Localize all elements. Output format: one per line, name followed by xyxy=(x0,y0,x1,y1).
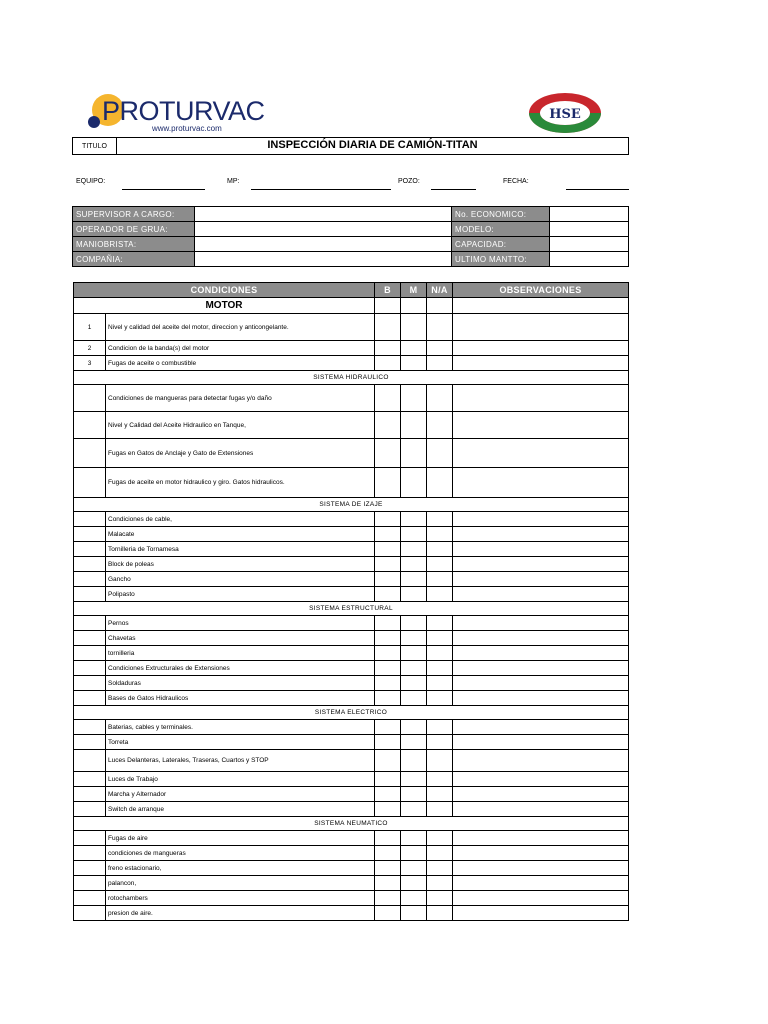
na-header: N/A xyxy=(427,283,453,298)
check-na[interactable] xyxy=(427,572,453,587)
capacidad-label: CAPACIDAD: xyxy=(452,237,550,252)
check-na[interactable] xyxy=(427,616,453,631)
item-condition: Marcha y Alternador xyxy=(106,787,375,802)
operador-label: OPERADOR DE GRUA: xyxy=(73,222,195,237)
check-b[interactable] xyxy=(375,676,401,691)
item-number xyxy=(74,876,106,891)
check-m[interactable] xyxy=(401,412,427,439)
observation-field[interactable] xyxy=(453,439,629,468)
check-m[interactable] xyxy=(401,750,427,772)
check-m[interactable] xyxy=(401,787,427,802)
table-row xyxy=(74,512,629,527)
check-m[interactable] xyxy=(401,356,427,371)
table-row xyxy=(74,542,629,557)
item-number xyxy=(74,691,106,706)
item-number xyxy=(74,616,106,631)
m-header: M xyxy=(401,283,427,298)
check-m[interactable] xyxy=(401,735,427,750)
check-na[interactable] xyxy=(427,787,453,802)
observation-field[interactable] xyxy=(453,772,629,787)
logo-blue-dot xyxy=(88,116,100,128)
observation-field[interactable] xyxy=(453,691,629,706)
item-condition: tornilleria xyxy=(106,646,375,661)
observation-field[interactable] xyxy=(453,468,629,498)
observation-field[interactable] xyxy=(453,861,629,876)
item-condition: condiciones de mangueras xyxy=(106,846,375,861)
table-row xyxy=(74,876,629,891)
check-na[interactable] xyxy=(427,720,453,735)
item-condition: Torreta xyxy=(106,735,375,750)
supervisor-field[interactable] xyxy=(195,207,452,222)
check-b[interactable] xyxy=(375,512,401,527)
table-row xyxy=(74,846,629,861)
check-na[interactable] xyxy=(427,587,453,602)
titulo-label: TITULO xyxy=(73,138,117,154)
check-m[interactable] xyxy=(401,891,427,906)
check-b[interactable] xyxy=(375,787,401,802)
check-na[interactable] xyxy=(427,412,453,439)
item-condition: Tornilleria de Tornamesa xyxy=(106,542,375,557)
check-na[interactable] xyxy=(427,557,453,572)
inspection-table xyxy=(73,282,629,921)
check-na[interactable] xyxy=(427,439,453,468)
table-row xyxy=(74,314,629,341)
check-b[interactable] xyxy=(375,412,401,439)
no-economico-field[interactable] xyxy=(550,207,629,222)
check-b[interactable] xyxy=(375,861,401,876)
check-na[interactable] xyxy=(427,906,453,921)
item-condition: Condicion de la banda(s) del motor xyxy=(106,341,375,356)
motor-section xyxy=(74,298,629,314)
item-condition: Condiciones de mangueras para detectar fugas y/o daño xyxy=(106,385,375,412)
table-row xyxy=(74,802,629,817)
observation-field[interactable] xyxy=(453,787,629,802)
item-condition: Nivel y Calidad del Aceite Hidraulico en Tanque, xyxy=(106,412,375,439)
check-b[interactable] xyxy=(375,876,401,891)
operador-field[interactable] xyxy=(195,222,452,237)
check-na[interactable] xyxy=(427,846,453,861)
check-m[interactable] xyxy=(401,527,427,542)
check-b[interactable] xyxy=(375,468,401,498)
item-number xyxy=(74,772,106,787)
item-condition: Malacate xyxy=(106,527,375,542)
check-b[interactable] xyxy=(375,439,401,468)
check-m[interactable] xyxy=(401,661,427,676)
item-number xyxy=(74,735,106,750)
observation-field[interactable] xyxy=(453,572,629,587)
check-na[interactable] xyxy=(427,831,453,846)
pozo-label: POZO: xyxy=(398,178,420,185)
check-b[interactable] xyxy=(375,906,401,921)
check-na[interactable] xyxy=(427,631,453,646)
item-condition: Condiciones Extructurales de Extensiones xyxy=(106,661,375,676)
check-m[interactable] xyxy=(401,831,427,846)
check-na[interactable] xyxy=(427,691,453,706)
item-number xyxy=(74,527,106,542)
observation-field[interactable] xyxy=(453,646,629,661)
check-b[interactable] xyxy=(375,846,401,861)
check-na[interactable] xyxy=(427,542,453,557)
item-number xyxy=(74,802,106,817)
check-m[interactable] xyxy=(401,587,427,602)
item-number xyxy=(74,676,106,691)
item-number xyxy=(74,439,106,468)
table-row xyxy=(74,720,629,735)
observation-field[interactable] xyxy=(453,385,629,412)
table-row xyxy=(74,906,629,921)
check-na[interactable] xyxy=(427,735,453,750)
item-number xyxy=(74,468,106,498)
logo-url: www.proturvac.com xyxy=(152,124,222,133)
item-number xyxy=(74,861,106,876)
item-number xyxy=(74,631,106,646)
observation-field[interactable] xyxy=(453,356,629,371)
check-m[interactable] xyxy=(401,512,427,527)
item-condition: Nivel y calidad del aceite del motor, direccion y anticongelante. xyxy=(106,314,375,341)
table-row xyxy=(74,831,629,846)
item-condition: Fugas en Gatos de Anclaje y Gato de Extensiones xyxy=(106,439,375,468)
check-b[interactable] xyxy=(375,646,401,661)
item-number: 3 xyxy=(74,356,106,371)
table-row xyxy=(74,861,629,876)
observation-field[interactable] xyxy=(453,750,629,772)
form-title: INSPECCIÓN DIARIA DE CAMIÓN-TITAN xyxy=(267,139,478,151)
item-condition: Chavetas xyxy=(106,631,375,646)
check-m[interactable] xyxy=(401,802,427,817)
observation-field[interactable] xyxy=(453,720,629,735)
check-m[interactable] xyxy=(401,906,427,921)
check-na[interactable] xyxy=(427,468,453,498)
table-row xyxy=(74,341,629,356)
item-number xyxy=(74,412,106,439)
hse-logo xyxy=(528,92,602,134)
table-row xyxy=(74,356,629,371)
check-m[interactable] xyxy=(401,846,427,861)
item-number xyxy=(74,587,106,602)
check-b[interactable] xyxy=(375,691,401,706)
table-row xyxy=(74,676,629,691)
table-row xyxy=(74,787,629,802)
check-b[interactable] xyxy=(375,661,401,676)
table-header xyxy=(74,283,629,298)
sistema-izaje xyxy=(74,498,629,512)
item-condition: Gancho xyxy=(106,572,375,587)
check-m[interactable] xyxy=(401,772,427,787)
table-row xyxy=(74,468,629,498)
check-b[interactable] xyxy=(375,772,401,787)
observation-field[interactable] xyxy=(453,802,629,817)
check-b[interactable] xyxy=(375,314,401,341)
check-b[interactable] xyxy=(375,616,401,631)
item-condition: Polipasto xyxy=(106,587,375,602)
check-na[interactable] xyxy=(427,646,453,661)
item-number xyxy=(74,750,106,772)
check-m[interactable] xyxy=(401,557,427,572)
item-condition: Luces de Trabajo xyxy=(106,772,375,787)
sistema-hidraulico xyxy=(74,371,629,385)
item-number xyxy=(74,787,106,802)
check-na[interactable] xyxy=(427,314,453,341)
sistema-izaje-title: SISTEMA DE IZAJE xyxy=(74,498,629,512)
item-condition: Luces Delanteras, Laterales, Traseras, Cuartos y STOP xyxy=(106,750,375,772)
check-b[interactable] xyxy=(375,572,401,587)
motor-title: MOTOR xyxy=(74,298,375,314)
item-number xyxy=(74,906,106,921)
item-number xyxy=(74,512,106,527)
observation-field[interactable] xyxy=(453,735,629,750)
table-row xyxy=(74,527,629,542)
check-m[interactable] xyxy=(401,720,427,735)
pozo-input-line[interactable] xyxy=(431,189,476,190)
check-m[interactable] xyxy=(401,341,427,356)
check-m[interactable] xyxy=(401,616,427,631)
check-na[interactable] xyxy=(427,512,453,527)
check-na[interactable] xyxy=(427,676,453,691)
check-na[interactable] xyxy=(427,527,453,542)
item-condition: rotochambers xyxy=(106,891,375,906)
item-number xyxy=(74,385,106,412)
maniobrista-label: MANIOBRISTA: xyxy=(73,237,195,252)
observation-field[interactable] xyxy=(453,542,629,557)
table-row xyxy=(74,572,629,587)
check-m[interactable] xyxy=(401,385,427,412)
check-na[interactable] xyxy=(427,772,453,787)
check-b[interactable] xyxy=(375,542,401,557)
item-number xyxy=(74,572,106,587)
item-condition: Condiciones de cable, xyxy=(106,512,375,527)
logo-brand-name: PROTURVAC xyxy=(102,96,265,126)
item-condition: Bases de Gatos Hidraulicos xyxy=(106,691,375,706)
check-m[interactable] xyxy=(401,646,427,661)
item-number: 1 xyxy=(74,314,106,341)
table-row xyxy=(74,587,629,602)
check-na[interactable] xyxy=(427,802,453,817)
check-b[interactable] xyxy=(375,735,401,750)
supervisor-label: SUPERVISOR A CARGO: xyxy=(73,207,195,222)
observation-field[interactable] xyxy=(453,831,629,846)
item-number xyxy=(74,891,106,906)
modelo-label: MODELO: xyxy=(452,222,550,237)
observation-field[interactable] xyxy=(453,341,629,356)
observation-field[interactable] xyxy=(453,906,629,921)
observation-field[interactable] xyxy=(453,661,629,676)
check-m[interactable] xyxy=(401,572,427,587)
item-condition: palancon, xyxy=(106,876,375,891)
table-row xyxy=(74,750,629,772)
observation-field[interactable] xyxy=(453,587,629,602)
company-logo xyxy=(88,92,265,138)
item-condition: Switch de arranque xyxy=(106,802,375,817)
item-number xyxy=(74,557,106,572)
check-m[interactable] xyxy=(401,631,427,646)
condiciones-header: CONDICIONES xyxy=(74,283,375,298)
check-na[interactable] xyxy=(427,861,453,876)
item-condition: Soldaduras xyxy=(106,676,375,691)
table-row xyxy=(74,439,629,468)
fecha-input-line[interactable] xyxy=(566,189,629,190)
maniobrista-field[interactable] xyxy=(195,237,452,252)
check-b[interactable] xyxy=(375,802,401,817)
item-number xyxy=(74,720,106,735)
sistema-electrico xyxy=(74,706,629,720)
table-row xyxy=(74,631,629,646)
no-economico-label: No. ECONOMICO: xyxy=(452,207,550,222)
check-m[interactable] xyxy=(401,861,427,876)
sistema-estructural xyxy=(74,602,629,616)
check-b[interactable] xyxy=(375,891,401,906)
table-row xyxy=(74,412,629,439)
capacidad-field[interactable] xyxy=(550,237,629,252)
item-number: 2 xyxy=(74,341,106,356)
item-condition: Fugas de aceite en motor hidraulico y giro. Gatos hidraulicos. xyxy=(106,468,375,498)
svg-text:HSE: HSE xyxy=(549,107,581,122)
table-row xyxy=(74,557,629,572)
table-row xyxy=(74,616,629,631)
title-row xyxy=(72,137,629,155)
info-table xyxy=(72,206,629,267)
check-b[interactable] xyxy=(375,385,401,412)
check-b[interactable] xyxy=(375,631,401,646)
check-b[interactable] xyxy=(375,527,401,542)
sistema-electrico-title: SISTEMA ELECTRICO xyxy=(74,706,629,720)
item-number xyxy=(74,542,106,557)
item-number xyxy=(74,646,106,661)
observation-field[interactable] xyxy=(453,616,629,631)
table-row xyxy=(74,691,629,706)
table-row xyxy=(74,891,629,906)
item-condition: Fugas de aire xyxy=(106,831,375,846)
observation-field[interactable] xyxy=(453,557,629,572)
check-na[interactable] xyxy=(427,891,453,906)
observation-field[interactable] xyxy=(453,846,629,861)
check-na[interactable] xyxy=(427,385,453,412)
item-condition: Fugas de aceite o combustible xyxy=(106,356,375,371)
compania-label: COMPAÑIA: xyxy=(73,252,195,267)
check-m[interactable] xyxy=(401,676,427,691)
check-m[interactable] xyxy=(401,468,427,498)
check-na[interactable] xyxy=(427,750,453,772)
check-b[interactable] xyxy=(375,356,401,371)
check-m[interactable] xyxy=(401,314,427,341)
item-number xyxy=(74,846,106,861)
item-condition: presion de aire. xyxy=(106,906,375,921)
check-b[interactable] xyxy=(375,720,401,735)
ultimo-mantto-field[interactable] xyxy=(550,252,629,267)
table-row xyxy=(74,646,629,661)
sistema-neumatico-title: SISTEMA NEUMATICO xyxy=(74,817,629,831)
check-na[interactable] xyxy=(427,876,453,891)
check-b[interactable] xyxy=(375,750,401,772)
table-row xyxy=(74,661,629,676)
item-number xyxy=(74,831,106,846)
sistema-neumatico xyxy=(74,817,629,831)
mp-label: MP: xyxy=(227,178,240,185)
check-m[interactable] xyxy=(401,691,427,706)
observation-field[interactable] xyxy=(453,891,629,906)
check-m[interactable] xyxy=(401,876,427,891)
table-row xyxy=(74,735,629,750)
item-number xyxy=(74,661,106,676)
check-b[interactable] xyxy=(375,341,401,356)
check-na[interactable] xyxy=(427,661,453,676)
observation-field[interactable] xyxy=(453,412,629,439)
item-condition: Baterias, cables y terminales. xyxy=(106,720,375,735)
sistema-estructural-title: SISTEMA ESTRUCTURAL xyxy=(74,602,629,616)
check-b[interactable] xyxy=(375,587,401,602)
observation-field[interactable] xyxy=(453,314,629,341)
observation-field[interactable] xyxy=(453,631,629,646)
table-row xyxy=(74,772,629,787)
check-na[interactable] xyxy=(427,356,453,371)
check-b[interactable] xyxy=(375,831,401,846)
ultimo-mantto-label: ULTIMO MANTTO: xyxy=(452,252,550,267)
fecha-label: FECHA: xyxy=(503,178,529,185)
check-na[interactable] xyxy=(427,341,453,356)
item-condition: Block de poleas xyxy=(106,557,375,572)
equipo-label: EQUIPO: xyxy=(76,178,106,185)
modelo-field[interactable] xyxy=(550,222,629,237)
table-row xyxy=(74,385,629,412)
observation-field[interactable] xyxy=(453,676,629,691)
b-header: B xyxy=(375,283,401,298)
item-condition: freno estacionario, xyxy=(106,861,375,876)
compania-field[interactable] xyxy=(195,252,452,267)
sistema-hidraulico-title: SISTEMA HIDRAULICO xyxy=(74,371,629,385)
observaciones-header: OBSERVACIONES xyxy=(453,283,629,298)
check-m[interactable] xyxy=(401,542,427,557)
observation-field[interactable] xyxy=(453,512,629,527)
check-b[interactable] xyxy=(375,557,401,572)
observation-field[interactable] xyxy=(453,876,629,891)
observation-field[interactable] xyxy=(453,527,629,542)
item-condition: Pernos xyxy=(106,616,375,631)
check-m[interactable] xyxy=(401,439,427,468)
mp-input-line[interactable] xyxy=(251,189,391,190)
equipo-input-line[interactable] xyxy=(122,189,205,190)
